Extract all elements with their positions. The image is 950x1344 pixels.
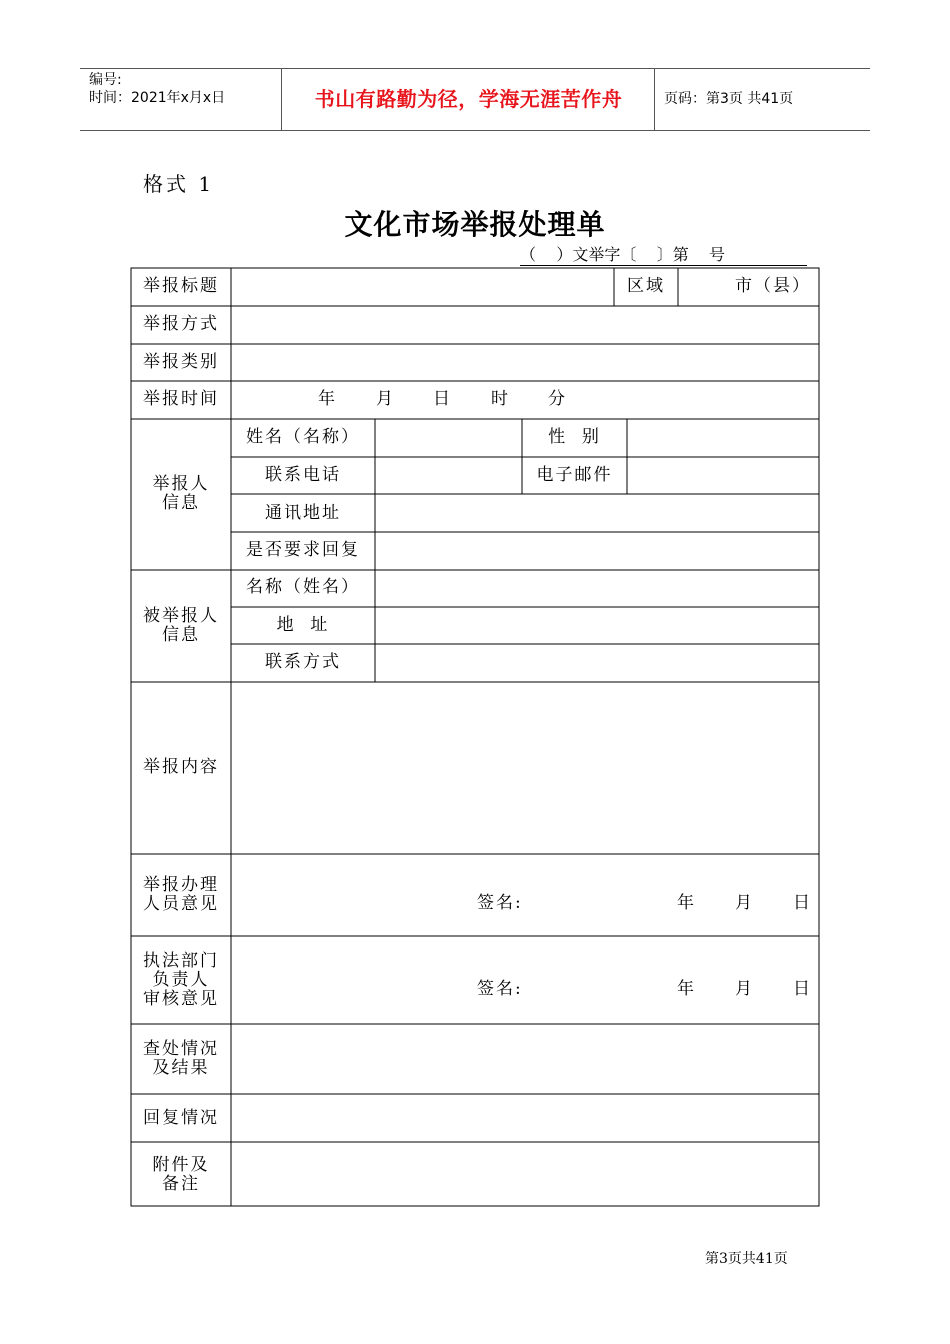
- dept-sign-label: 签名:: [477, 979, 523, 999]
- time-unit-hour: 时: [491, 389, 510, 409]
- time-label: 时间：2021年x月x日: [89, 90, 226, 106]
- dept-opinion-label: 执法部门 负责人 审核意见: [143, 951, 219, 1009]
- page-footer: 第3页共41页: [705, 1251, 788, 1267]
- time-unit-year: 年: [318, 389, 337, 409]
- accused-address-label: 地 址: [276, 615, 330, 635]
- region-value: 市（县）: [735, 276, 811, 296]
- handler-date-year: 年: [677, 893, 696, 913]
- handler-opinion-label: 举报办理 人员意见: [143, 875, 219, 914]
- report-title-label: 举报标题: [143, 276, 219, 296]
- document-number: （ ）文举字〔 〕第 号: [520, 245, 807, 266]
- reporter-name-label: 姓名（名称）: [246, 427, 360, 447]
- email-label: 电子邮件: [536, 465, 613, 485]
- accused-name-label: 名称（姓名）: [246, 577, 360, 597]
- address-label: 通讯地址: [265, 503, 341, 523]
- report-method-label: 举报方式: [143, 314, 219, 334]
- gender-label: 性 别: [548, 427, 601, 447]
- phone-label: 联系电话: [265, 465, 341, 485]
- dept-date-month: 月: [735, 979, 754, 999]
- page-info: 页码：第3页 共41页: [664, 91, 794, 107]
- report-time-label: 举报时间: [143, 389, 219, 409]
- time-unit-month: 月: [376, 389, 395, 409]
- motto: 书山有路勤为径，学海无涯苦作舟: [314, 87, 623, 111]
- handler-date-day: 日: [793, 893, 812, 913]
- accused-info-label: 被举报人 信息: [143, 606, 219, 645]
- accused-contact-label: 联系方式: [265, 652, 341, 672]
- dept-date-year: 年: [677, 979, 696, 999]
- handler-date-month: 月: [735, 893, 754, 913]
- report-content-label: 举报内容: [143, 757, 219, 777]
- page-title: 文化市场举报处理单: [344, 208, 606, 241]
- reply-required-label: 是否要求回复: [246, 540, 360, 560]
- reply-status-label: 回复情况: [143, 1108, 219, 1128]
- reporter-info-label: 举报人 信息: [152, 474, 210, 513]
- region-label: 区域: [627, 276, 665, 296]
- format-label: 格式 1: [143, 172, 215, 196]
- handler-sign-label: 签名:: [477, 893, 523, 913]
- attachments-label: 附件及 备注: [152, 1155, 210, 1194]
- dept-date-day: 日: [793, 979, 812, 999]
- time-unit-minute: 分: [548, 389, 567, 409]
- report-category-label: 举报类别: [143, 352, 219, 372]
- number-label: 编号:: [89, 72, 122, 88]
- investigation-label: 查处情况 及结果: [143, 1039, 219, 1078]
- time-unit-day: 日: [433, 389, 452, 409]
